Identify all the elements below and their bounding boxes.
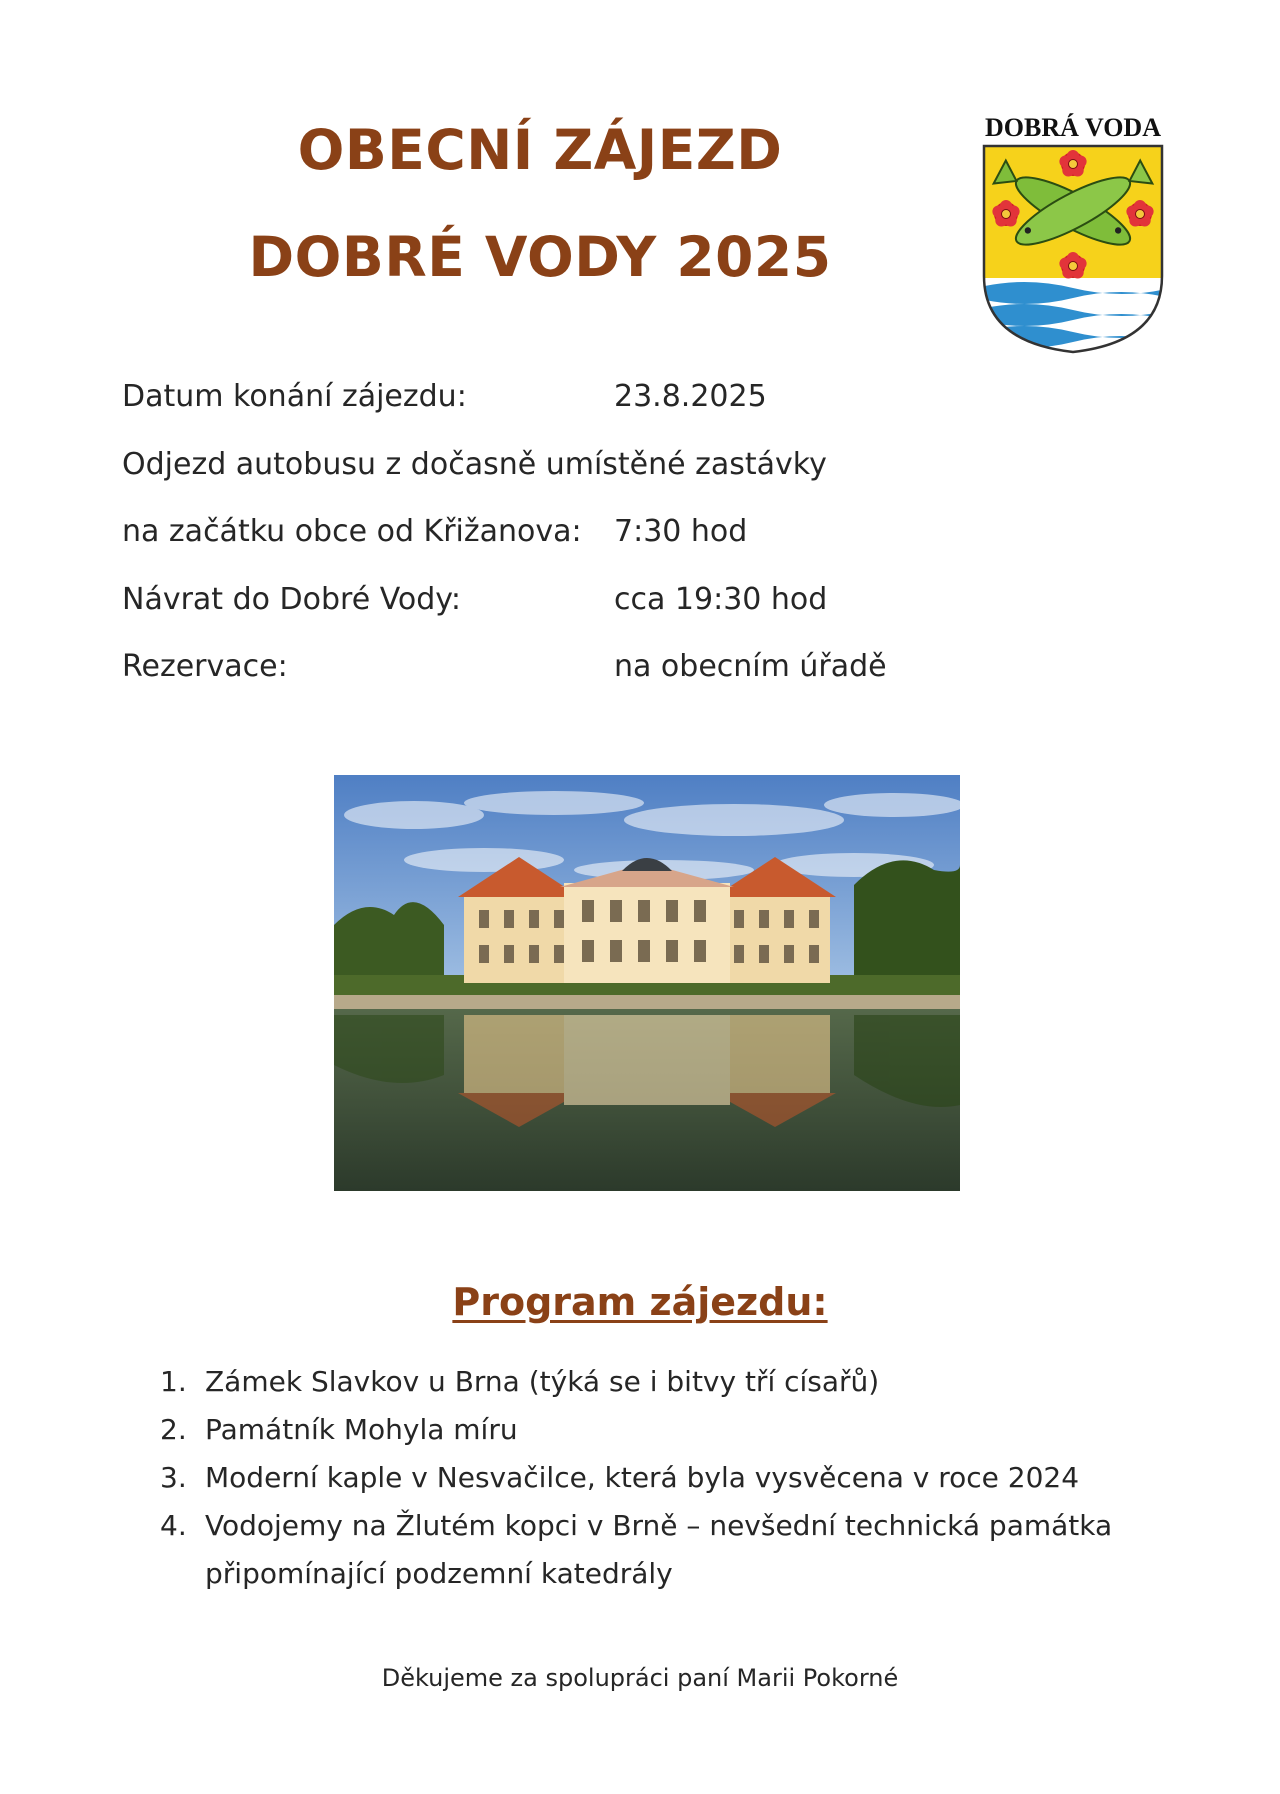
crest-label: DOBRÁ VODA [985, 113, 1161, 142]
info-value: na obecním úřadě [614, 649, 887, 684]
info-label: Návrat do Dobré Vody: [122, 581, 461, 617]
page-title-line2: DOBRÉ VODY 2025 [248, 225, 832, 289]
program-item-number: 4. [160, 1509, 187, 1542]
program-item-number: 3. [160, 1461, 187, 1494]
info-value: 7:30 hod [614, 514, 748, 549]
info-label: Odjezd autobusu z dočasně umístěné zastávky [122, 446, 827, 482]
program-item-text: Památník Mohyla míru [205, 1413, 518, 1446]
program-item [160, 1454, 1220, 1502]
program-item-text: Moderní kaple v Nesvačilce, která byla vysvěcena v roce 2024 [205, 1461, 1080, 1494]
info-row-departure-time [122, 512, 1022, 580]
program-item-number: 1. [160, 1365, 187, 1398]
info-value: cca 19:30 hod [614, 581, 828, 617]
info-label: na začátku obce od Křižanova: [122, 514, 582, 549]
program-item [160, 1406, 1220, 1454]
program-list [160, 1358, 1220, 1598]
info-row-reservation [122, 647, 1022, 715]
info-label: Datum konání zájezdu: [122, 379, 467, 414]
info-value: 23.8.2025 [614, 379, 767, 414]
program-item [160, 1502, 1220, 1598]
info-row-date [122, 377, 1022, 445]
program-item-text: Zámek Slavkov u Brna (týká se i bitvy tří císařů) [205, 1365, 880, 1398]
info-row-departure-stop [122, 445, 1022, 513]
thanks-note: Děkujeme za spolupráci paní Marii Pokorné [381, 1664, 899, 1692]
info-row-return [122, 580, 1022, 648]
program-item-number: 2. [160, 1413, 187, 1446]
castle-reflection-photo [334, 775, 960, 1191]
trip-info [122, 377, 1022, 715]
page-title-line1: OBECNÍ ZÁJEZD [297, 118, 783, 182]
program-item [160, 1358, 1220, 1406]
dobra-voda-coat-of-arms [976, 106, 1170, 358]
program-item-text: Vodojemy na Žlutém kopci v Brně – nevšední technická památka připomínající podzemní katedrály [205, 1509, 1113, 1590]
info-label: Rezervace: [122, 649, 288, 684]
program-heading: Program zájezdu: [452, 1280, 828, 1324]
